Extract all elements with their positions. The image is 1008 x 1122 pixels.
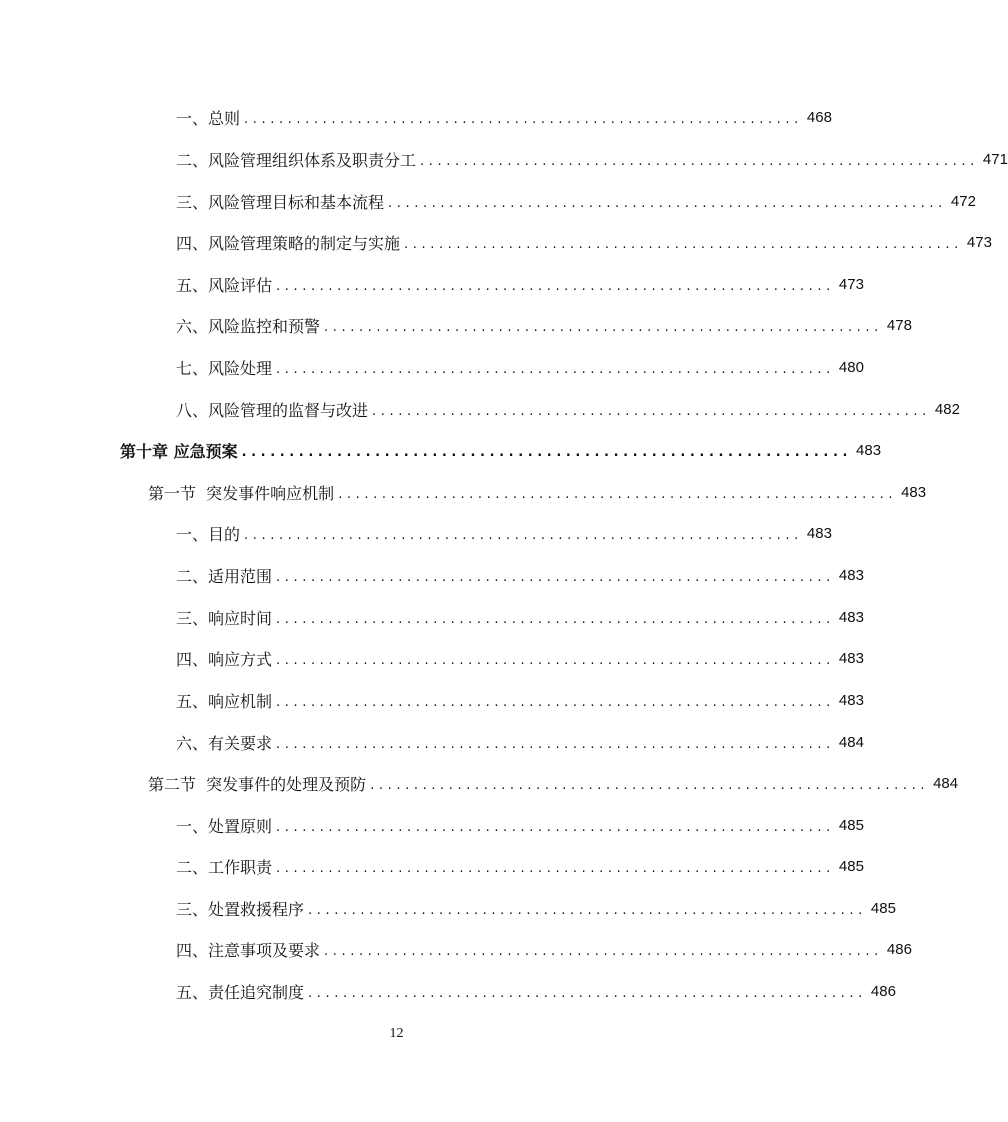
toc-entry-title: 一、目的 [176,524,241,544]
toc-entry[interactable] [176,186,976,216]
toc-entry-title: 四、注意事项及要求 [176,940,321,960]
toc-entry-title: 四、响应方式 [176,649,273,669]
toc-entry[interactable] [176,643,864,673]
toc-entry-title: 第一节 突发事件响应机制 [148,483,335,503]
toc-entry-page: 472 [950,192,976,210]
toc-entry-title: 五、责任追究制度 [176,982,305,1002]
toc-entry-page: 468 [806,108,832,126]
toc-entry-title: 第二节 突发事件的处理及预防 [148,774,367,794]
dot-leader: ................................................................ [372,403,931,419]
toc-entry-page: 480 [838,358,864,376]
toc-entry[interactable] [176,810,864,840]
toc-entry-title: 三、风险管理目标和基本流程 [176,192,385,212]
dot-leader: ................................................................ [244,111,803,127]
dot-leader: ................................................................ [308,985,867,1001]
toc-entry-page: 471 [982,150,1008,168]
toc-entry[interactable] [176,893,896,923]
toc-entry-page: 483 [838,566,864,584]
toc-entry-title: 一、总则 [176,108,241,128]
dot-leader: ................................................................ [324,943,883,959]
dot-leader: ................................................................ [241,444,853,460]
toc-entry[interactable] [176,934,912,964]
toc-entry-page: 485 [838,857,864,875]
toc-entry[interactable] [176,227,992,257]
toc-entry[interactable] [176,144,1008,174]
toc-entry-title: 二、风险管理组织体系及职责分工 [176,150,417,170]
toc-entry-page: 486 [886,940,912,958]
dot-leader: ................................................................ [276,569,835,585]
dot-leader: ................................................................ [244,527,803,543]
dot-leader: ................................................................ [276,278,835,294]
toc-entry[interactable] [176,352,864,382]
toc-entry[interactable] [176,310,912,340]
toc-entry[interactable] [176,976,896,1006]
toc-entry-page: 486 [870,982,896,1000]
toc-entry-page: 473 [966,233,992,251]
dot-leader: ................................................................ [324,319,883,335]
toc-entry-title: 一、处置原则 [176,816,273,836]
toc-section-entry[interactable] [148,477,927,507]
dot-leader: ................................................................ [276,736,835,752]
toc-entry-title: 五、响应机制 [176,691,273,711]
toc-entry-page: 484 [933,774,959,792]
toc-entry-title: 四、风险管理策略的制定与实施 [176,233,401,253]
toc-entry-title: 八、风险管理的监督与改进 [176,400,369,420]
dot-leader: ................................................................ [338,486,898,502]
toc-entry[interactable] [176,602,864,632]
toc-entry-page: 485 [870,899,896,917]
toc-entry-page: 483 [838,608,864,626]
dot-leader: ................................................................ [276,611,835,627]
toc-entry-title: 六、风险监控和预警 [176,316,321,336]
toc-entry[interactable] [176,685,864,715]
dot-leader: ................................................................ [276,652,835,668]
toc-entry-page: 483 [901,483,927,501]
toc-entry-title: 三、处置救援程序 [176,899,305,919]
toc-entry-title: 三、响应时间 [176,608,273,628]
toc-entry[interactable] [176,727,864,757]
toc-entry[interactable] [176,560,864,590]
dot-leader: ................................................................ [276,694,835,710]
dot-leader: ................................................................ [276,819,835,835]
toc-entry-title: 七、风险处理 [176,358,273,378]
toc-entry-page: 484 [838,733,864,751]
toc-entry-title: 二、工作职责 [176,857,273,877]
dot-leader: ................................................................ [276,860,835,876]
toc-entry-title: 第十章 应急预案 [120,441,238,461]
toc-entry-page: 485 [838,816,864,834]
toc-entry-page: 483 [838,691,864,709]
dot-leader: ................................................................ [308,902,867,918]
toc-entry-page: 482 [934,400,960,418]
toc-entry[interactable] [176,102,832,132]
toc-entry-title: 二、适用范围 [176,566,273,586]
toc-chapter-entry[interactable] [120,435,882,465]
dot-leader: ................................................................ [404,236,963,252]
dot-leader: ................................................................ [388,195,947,211]
toc-entry-page: 473 [838,275,864,293]
toc-entry-page: 483 [806,524,832,542]
toc-entry[interactable] [176,269,864,299]
dot-leader: ................................................................ [420,153,979,169]
toc-section-entry[interactable] [148,768,959,798]
dot-leader: ................................................................ [370,777,930,793]
page-number: 12 [389,1026,404,1041]
toc-entry-page: 483 [838,649,864,667]
toc-entry-page: 483 [856,441,882,459]
toc-entry-title: 五、风险评估 [176,275,273,295]
toc-entry[interactable] [176,394,960,424]
toc-entry-title: 六、有关要求 [176,733,273,753]
toc-entry-page: 478 [886,316,912,334]
toc-entry[interactable] [176,518,832,548]
dot-leader: ................................................................ [276,361,835,377]
toc-entry[interactable] [176,851,864,881]
